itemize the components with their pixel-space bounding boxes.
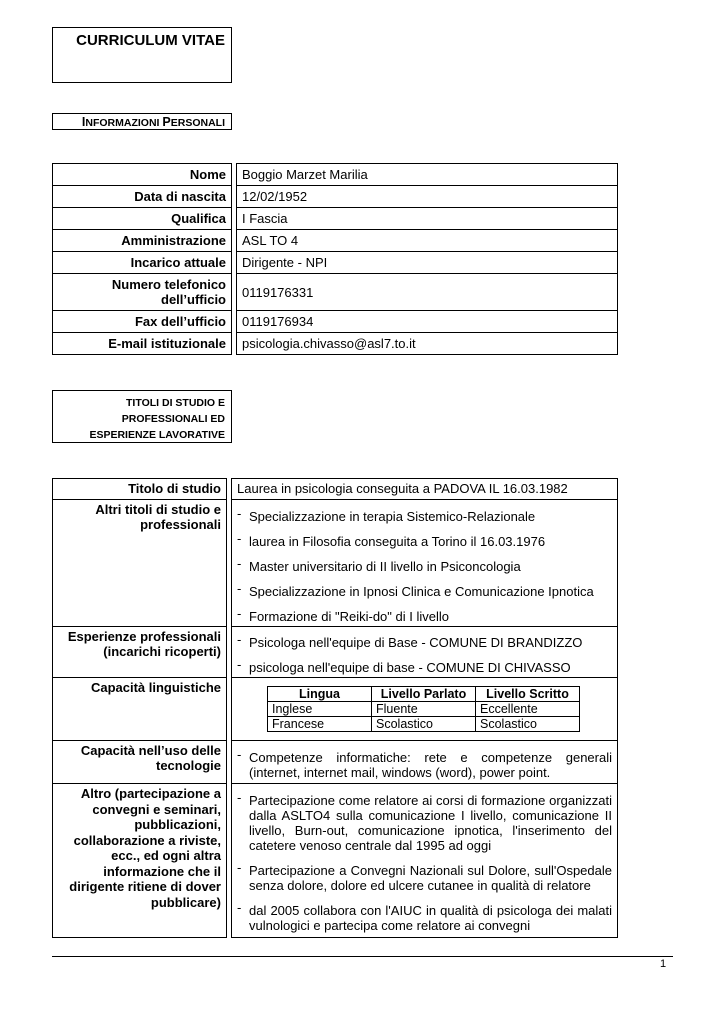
personal-info-table [52,163,618,355]
list-item: - Partecipazione a Convegni Nazionali sul Dolore, sull'Ospedale senza dolore, dolore ed ulcere cutanee in qualità di relatore [237,863,612,893]
label-qualifica: Qualifica [53,208,232,230]
table-row [53,678,618,741]
table-row [53,311,618,333]
list-item: - psicologa nell'equipe di base - COMUNE DI CHIVASSO [237,660,612,675]
section-heading-titles [52,390,232,443]
list-item: - Master universitario di II livello in Psiconcologia [237,559,612,574]
table-row [53,186,618,208]
table-row [53,230,618,252]
language-table [267,686,580,732]
value-titolo-studio: Laurea in psicologia conseguita a PADOVA IL 16.03.1982 [232,479,618,500]
section-heading-personal: INFORMAZIONI PERSONALI [52,113,232,130]
list-item: - Formazione di "Reiki-do" di I livello [237,609,612,624]
table-row [268,717,580,732]
lang-cell: Eccellente [476,702,580,717]
value-telefono: 0119176331 [237,274,618,311]
label-telefono: Numero telefonico dell’ufficio [53,274,232,311]
label-esperienze: Esperienze professionali (incarichi ricoperti) [53,627,227,678]
label-altri-titoli: Altri titoli di studio e professionali [53,500,227,627]
label-altro: Altro (partecipazione a convegni e seminari, pubblicazioni, collaborazione a riviste, ecc., ed ogni altra informazione che il dirigente ritiene di dover pubblicare) [53,784,227,938]
value-data-nascita: 12/02/1952 [237,186,618,208]
list-item: - Specializzazione in Ipnosi Clinica e Comunicazione Ipnotica [237,584,612,599]
table-row [53,208,618,230]
education-table [52,478,618,938]
lang-cell: Inglese [268,702,372,717]
list-item: - laurea in Filosofia conseguita a Torino il 16.03.1976 [237,534,612,549]
esperienze-list [237,635,612,675]
table-row [268,687,580,702]
label-lingue: Capacità linguistiche [53,678,227,741]
lang-cell: Francese [268,717,372,732]
value-qualifica: I Fascia [237,208,618,230]
cv-title: CURRICULUM VITAE [52,27,232,83]
list-item: - Competenze informatiche: rete e competenze generali (internet, internet mail, windows (word), power point. [237,750,612,780]
lang-header: Livello Scritto [476,687,580,702]
section-heading-line: ESPERIENZE LAVORATIVE [89,429,225,441]
list-item: - Specializzazione in terapia Sistemico-Relazionale [237,509,612,524]
table-row [53,274,618,311]
lang-cell: Fluente [372,702,476,717]
section-heading-line: TITOLI DI STUDIO E [126,397,225,409]
footer-rule [52,956,673,957]
lang-cell: Scolastico [372,717,476,732]
table-row [268,702,580,717]
table-row [53,784,618,938]
table-row [53,479,618,500]
page-number: 1 [660,958,667,970]
label-tecnologie: Capacità nell’uso delle tecnologie [53,741,227,784]
lang-header: Lingua [268,687,372,702]
tecnologie-list [237,750,612,780]
value-incarico: Dirigente - NPI [237,252,618,274]
table-row [53,500,618,627]
label-data-nascita: Data di nascita [53,186,232,208]
list-item: - Psicologa nell'equipe di Base - COMUNE DI BRANDIZZO [237,635,612,650]
label-nome: Nome [53,164,232,186]
label-amministrazione: Amministrazione [53,230,232,252]
value-fax: 0119176934 [237,311,618,333]
value-nome: Boggio Marzet Marilia [237,164,618,186]
list-item: - dal 2005 collabora con l'AIUC in qualità di psicologa dei malati vulnologici e partecipa come relatore ai convegni [237,903,612,933]
table-row [53,333,618,355]
label-titolo-studio: Titolo di studio [53,479,227,500]
value-email[interactable]: psicologia.chivasso@asl7.to.it [237,333,618,355]
label-fax: Fax dell’ufficio [53,311,232,333]
altro-list [237,793,612,933]
table-row [53,164,618,186]
label-incarico: Incarico attuale [53,252,232,274]
section-heading-line: PROFESSIONALI ED [121,413,225,425]
list-item: - Partecipazione come relatore ai corsi di formazione organizzati dalla ASLTO4 sulla comunicazione I livello, comunicazione II livello, Burn-out, comunicazione ipnotica, l'inserimento del catetere venoso centrale dal 1995 ad oggi [237,793,612,853]
value-amministrazione: ASL TO 4 [237,230,618,252]
lang-header: Livello Parlato [372,687,476,702]
table-row [53,627,618,678]
table-row [53,741,618,784]
lang-cell: Scolastico [476,717,580,732]
label-email: E-mail istituzionale [53,333,232,355]
table-row [53,252,618,274]
altri-titoli-list [237,509,612,624]
